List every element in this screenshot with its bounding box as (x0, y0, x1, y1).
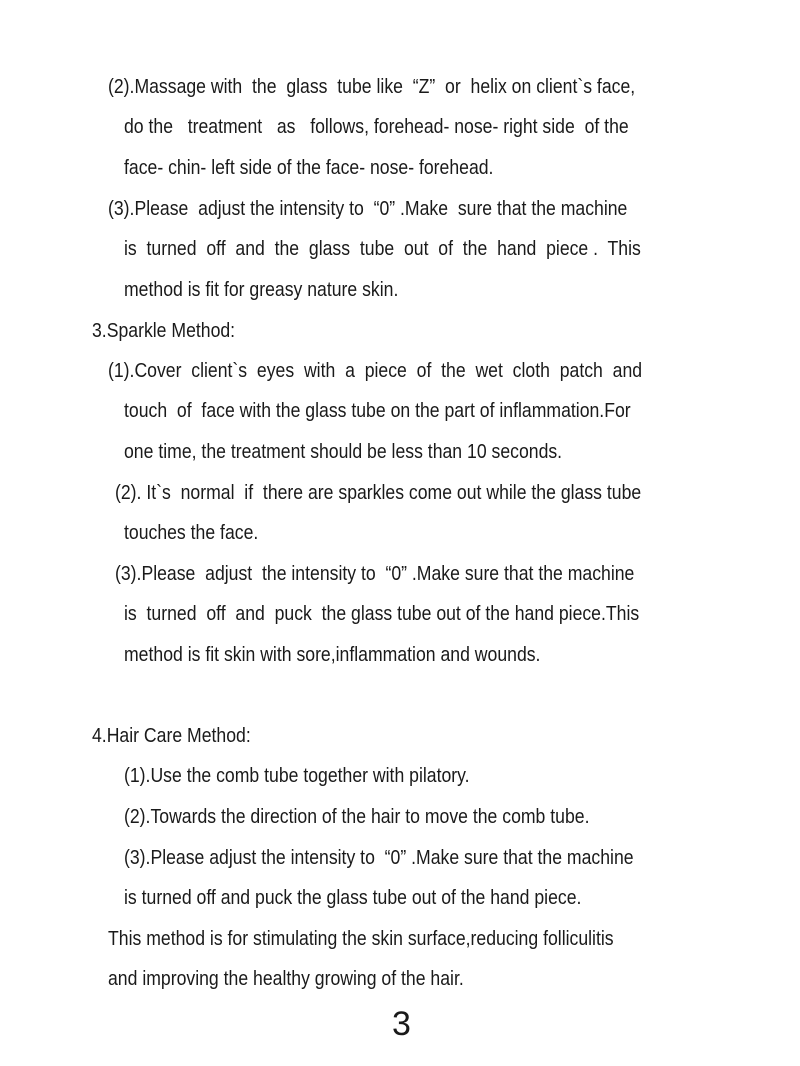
section-heading: 4.Hair Care Method: (92, 724, 251, 747)
text-line: method is fit for greasy nature skin. (124, 278, 399, 301)
text-line: (2).Massage with the glass tube like “Z” or helix on client`s face, (108, 75, 636, 98)
text-line: touch of face with the glass tube on the part of inflammation.For (124, 399, 631, 422)
text-line: one time, the treatment should be less than 10 seconds. (124, 440, 563, 463)
text-line: face- chin- left side of the face- nose- forehead. (124, 156, 494, 179)
text-line: and improving the healthy growing of the hair. (108, 967, 464, 990)
text-line: (3).Please adjust the intensity to “0” .Make sure that the machine (115, 562, 635, 585)
page-number: 3 (392, 1005, 411, 1043)
text-line: (3).Please adjust the intensity to “0” .Make sure that the machine (108, 197, 628, 220)
section-heading: 3.Sparkle Method: (92, 319, 236, 342)
text-line: is turned off and puck the glass tube out of the hand piece. (124, 886, 582, 909)
text-line: is turned off and the glass tube out of the hand piece . This (124, 237, 641, 260)
text-line: (2). It`s normal if there are sparkles come out while the glass tube (115, 481, 642, 504)
text-line: (1).Use the comb tube together with pilatory. (124, 764, 470, 787)
text-line: touches the face. (124, 521, 259, 544)
text-line: (1).Cover client`s eyes with a piece of the wet cloth patch and (108, 359, 643, 382)
text-line: (2).Towards the direction of the hair to move the comb tube. (124, 805, 590, 828)
text-line: method is fit skin with sore,inflammation and wounds. (124, 643, 541, 666)
text-line: is turned off and puck the glass tube out of the hand piece.This (124, 602, 640, 625)
text-line: (3).Please adjust the intensity to “0” .Make sure that the machine (124, 846, 634, 869)
text-line: do the treatment as follows, forehead- nose- right side of the (124, 115, 629, 138)
text-line: This method is for stimulating the skin surface,reducing folliculitis (108, 927, 614, 950)
